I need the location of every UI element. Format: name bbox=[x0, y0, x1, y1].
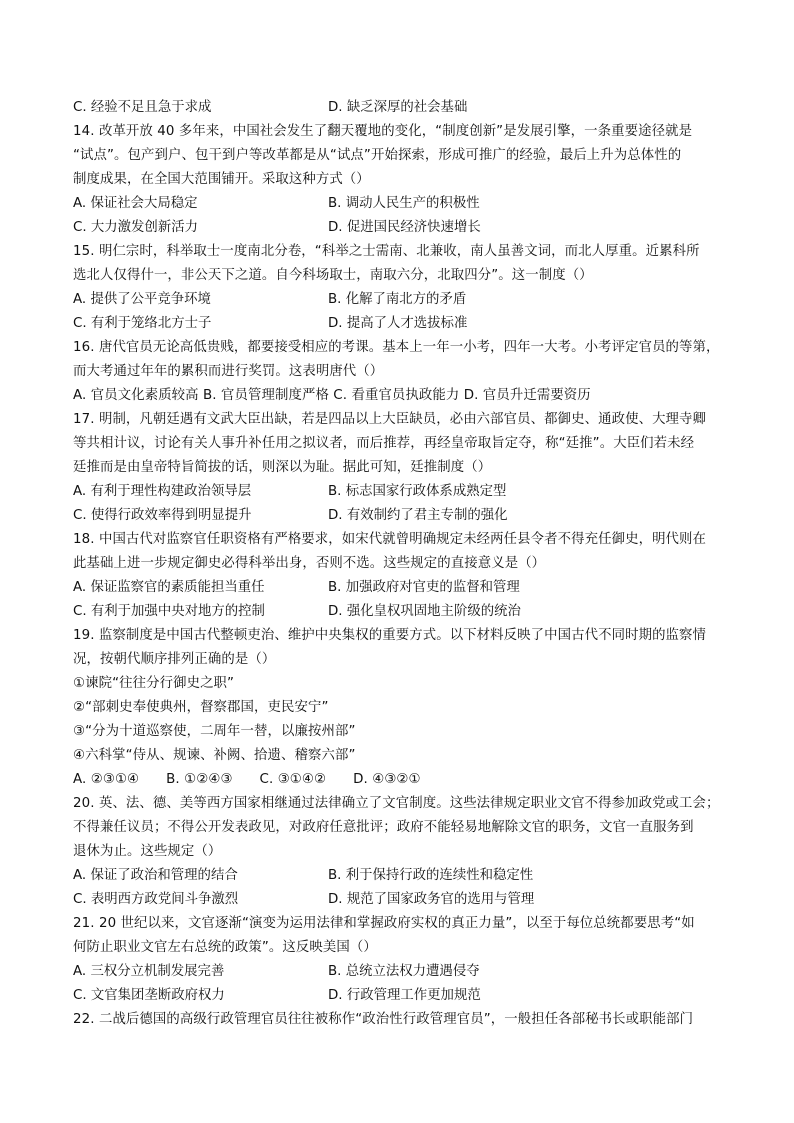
text-line-q18-l2: 此基础上进一步规定御史必得科举出身，否则不选。这些规定的直接意义是（） bbox=[73, 556, 546, 571]
text-line-q21-c: C. 文官集团垄断政府权力 bbox=[73, 988, 225, 1003]
text-line-q17-c: C. 使得行政效率得到明显提升 bbox=[73, 508, 252, 523]
text-line-q19-opts: A. ②③①④ B. ①②④③ C. ③①④② D. ④③②① bbox=[73, 772, 421, 787]
text-line-q18-b: B. 加强政府对官吏的监督和管理 bbox=[328, 580, 520, 595]
text-line-q21-b: B. 总统立法权力遭遇侵夺 bbox=[328, 964, 480, 979]
text-line-q15-c: C. 有利于笼络北方士子 bbox=[73, 316, 212, 331]
text-line-q16-opts: A. 官员文化素质较高 B. 官员管理制度严格 C. 看重官员执政能力 D. 官员升迁需要资历 bbox=[73, 388, 591, 403]
text-line-q15-l2: 选北人仅得什一，非公天下之道。自今科场取士，南取六分，北取四分”。这一制度（） bbox=[73, 268, 593, 283]
text-line-q14-l1: 14. 改革开放 40 多年来，中国社会发生了翻天覆地的变化，“制度创新”是发展引擎，一条重要途径就是 bbox=[73, 124, 693, 139]
text-line-q17-d: D. 有效制约了君主专制的强化 bbox=[328, 508, 508, 523]
text-line-q20-a: A. 保证了政治和管理的结合 bbox=[73, 868, 238, 883]
text-line-q14-a: A. 保证社会大局稳定 bbox=[73, 196, 198, 211]
text-line-q15-a: A. 提供了公平竞争环境 bbox=[73, 292, 211, 307]
text-line-q17-l2: 等共相计议，讨论有关人事升补任用之拟议者，而后推荐，再经皇帝取旨定夺，称“廷推”。大臣们若未经 bbox=[73, 436, 695, 451]
text-line-q19-l1: 19. 监察制度是中国古代整顿吏治、维护中央集权的重要方式。以下材料反映了中国古代不同时期的监察情 bbox=[73, 628, 707, 643]
text-line-q15-l1: 15. 明仁宗时，科举取士一度南北分卷，“科举之士需南、北兼收，南人虽善文词，而北人厚重。近累科所 bbox=[73, 244, 700, 259]
text-line-q21-d: D. 行政管理工作更加规范 bbox=[328, 988, 481, 1003]
text-line-q19-m1: ①谏院“往往分行御史之职” bbox=[73, 676, 235, 691]
text-line-q20-l2: 不得兼任议员；不得公开发表政见，对政府任意批评；政府不能轻易地解除文官的职务，文官一直服务到 bbox=[73, 820, 694, 835]
text-line-q14-c: C. 大力激发创新活力 bbox=[73, 220, 198, 235]
text-line-q19-l2: 况，按朝代顺序排列正确的是（） bbox=[73, 652, 276, 667]
text-line-q16-l1: 16. 唐代官员无论高低贵贱，都要接受相应的考课。基本上一年一小考，四年一大考。小考评定官员的等第， bbox=[73, 340, 720, 355]
text-line-q14-l3: 制度成果，在全国大范围铺开。采取这种方式（） bbox=[73, 172, 370, 187]
text-line-q20-c: C. 表明西方政党间斗争激烈 bbox=[73, 892, 239, 907]
text-line-q17-a: A. 有利于理性构建政治领导层 bbox=[73, 484, 252, 499]
text-line-q17-b: B. 标志国家行政体系成熟定型 bbox=[328, 484, 507, 499]
text-line-q15-b: B. 化解了南北方的矛盾 bbox=[328, 292, 467, 307]
text-line-q18-c: C. 有利于加强中央对地方的控制 bbox=[73, 604, 265, 619]
text-line-q18-a: A. 保证监察官的素质能担当重任 bbox=[73, 580, 265, 595]
text-line-q14-l2: “试点”。包产到户、包干到户等改革都是从“试点”开始探索，形成可推广的经验，最后上升为总体性的 bbox=[73, 148, 682, 163]
text-line-q21-a: A. 三权分立机制发展完善 bbox=[73, 964, 225, 979]
text-line-q21-l2: 何防止职业文官左右总统的政策”。这反映美国（） bbox=[73, 940, 377, 955]
text-line-q21-l1: 21. 20 世纪以来，文官逐渐“演变为运用法律和掌握政府实权的真正力量”，以至于每位总统都要思考“如 bbox=[73, 916, 695, 931]
text-line-q14-d: D. 促进国民经济快速增长 bbox=[328, 220, 481, 235]
text-line-q20-b: B. 利于保持行政的连续性和稳定性 bbox=[328, 868, 534, 883]
text-line-q13-opt-d: D. 缺乏深厚的社会基础 bbox=[328, 100, 468, 115]
text-line-q17-l3: 廷推而是由皇帝特旨简拔的话，则深以为耻。据此可知，廷推制度（） bbox=[73, 460, 492, 475]
text-line-q19-m4: ④六科掌“侍从、规谏、补阙、拾遗、稽察六部” bbox=[73, 748, 356, 763]
text-line-q18-d: D. 强化皇权巩固地主阶级的统治 bbox=[328, 604, 521, 619]
text-line-q22-l1: 22. 二战后德国的高级行政管理官员往往被称作“政治性行政管理官员”，一般担任各部秘书长或职能部门 bbox=[73, 1012, 694, 1027]
text-line-q18-l1: 18. 中国古代对监察官任职资格有严格要求，如宋代就曾明确规定未经两任县令者不得充任御史，明代则在 bbox=[73, 532, 707, 547]
text-line-q20-l1: 20. 英、法、德、美等西方国家相继通过法律确立了文官制度。这些法律规定职业文官不得参加政党或工会； bbox=[73, 796, 720, 811]
text-line-q14-b: B. 调动人民生产的积极性 bbox=[328, 196, 480, 211]
text-line-q19-m2: ②“部刺史奉使典州，督察郡国，吏民安宁” bbox=[73, 700, 329, 715]
text-line-q15-d: D. 提高了人才选拔标准 bbox=[328, 316, 468, 331]
text-line-q20-d: D. 规范了国家政务官的选用与管理 bbox=[328, 892, 535, 907]
text-line-q13-opt-c: C. 经验不足且急于求成 bbox=[73, 100, 212, 115]
text-line-q20-l3: 退休为止。这些规定（） bbox=[73, 844, 222, 859]
text-line-q19-m3: ③“分为十道巡察使，二周年一替，以廉按州部” bbox=[73, 724, 356, 739]
text-line-q17-l1: 17. 明制，凡朝廷遇有文武大臣出缺，若是四品以上大臣缺员，必由六部官员、都御史、通政使、大理寺卿 bbox=[73, 412, 707, 427]
text-line-q16-l2: 而大考通过年年的累积而进行奖罚。这表明唐代（） bbox=[73, 364, 384, 379]
